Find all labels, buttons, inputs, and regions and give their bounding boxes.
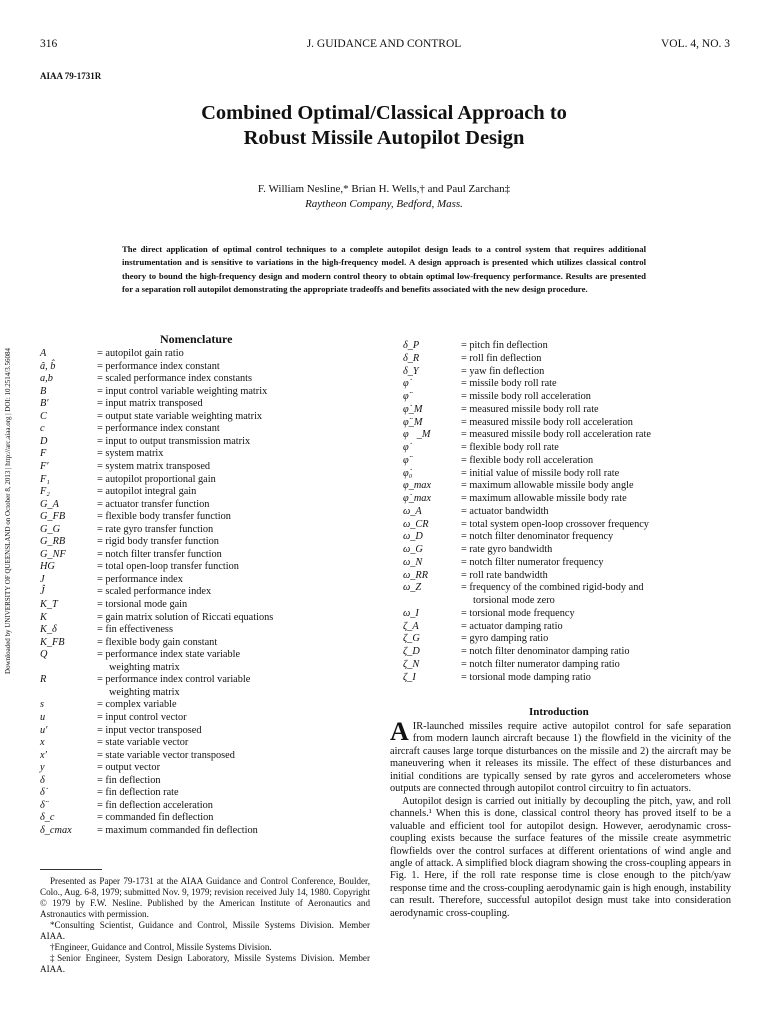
nomenclature-definition: = scaled performance index xyxy=(97,586,212,598)
nomenclature-symbol: G_NF xyxy=(40,548,66,560)
nomenclature-definition: = output vector xyxy=(97,762,160,774)
nomenclature-definition: = input control vector xyxy=(97,711,187,723)
nomenclature-definition: = fin deflection rate xyxy=(97,787,179,799)
nomenclature-symbol: δ_c xyxy=(40,812,55,824)
nomenclature-symbol: Ĵ xyxy=(40,586,45,598)
nomenclature-definition: = frequency of the combined rigid-body and xyxy=(461,582,644,594)
nomenclature-symbol: u xyxy=(40,711,46,723)
footnote: Presented as Paper 79-1731 at the AIAA Guidance and Control Conference, Boulder, Colo., Aug. 6-8, 1979; submitted Nov. 9, 1979; revision received July 14, 1980. Copyright © 1979 by F.W. Nesline. Published by the American Institute of Aeronautics and Astronautics with permission. xyxy=(40,876,370,919)
nomenclature-definition: = input matrix transposed xyxy=(97,398,203,410)
nomenclature-definition: = flexible body transfer function xyxy=(97,511,231,523)
nomenclature-definition: = performance index constant xyxy=(97,423,220,435)
nomenclature-symbol: x xyxy=(40,737,45,749)
nomenclature-symbol: G_G xyxy=(40,523,61,535)
nomenclature-symbol: ζ_D xyxy=(403,646,420,657)
nomenclature-symbol: D xyxy=(40,435,48,447)
nomenclature-definition: = system matrix xyxy=(97,448,164,460)
paper-id: AIAA 79-1731R xyxy=(40,71,102,81)
nomenclature-definition: = measured missile body roll acceleration xyxy=(461,416,633,428)
nomenclature-symbol: φ_max xyxy=(403,480,431,492)
nomenclature-definition: = rate gyro transfer function xyxy=(97,523,214,535)
nomenclature-definition: = complex variable xyxy=(97,699,177,711)
footnotes xyxy=(40,876,370,975)
nomenclature-title: Nomenclature xyxy=(160,332,233,346)
nomenclature-definition: = notch filter numerator frequency xyxy=(461,556,604,568)
nomenclature-definition: = total system open-loop crossover frequency xyxy=(461,518,649,530)
nomenclature-definition: = rigid body transfer function xyxy=(97,536,219,548)
nomenclature-symbol: K_FB xyxy=(40,636,65,648)
nomenclature-symbol: F₂ xyxy=(40,486,50,498)
nomenclature-symbol: G_A xyxy=(40,498,59,510)
nomenclature-symbol: K_δ xyxy=(40,624,57,636)
nomenclature-symbol: a,b xyxy=(40,373,53,385)
download-note: Downloaded by UNIVERSITY OF QUEENSLAND on October 8, 2013 | http://arc.aiaa.org | DOI: 10.2514/3.56084 xyxy=(4,348,12,674)
drop-cap: A xyxy=(390,717,409,746)
nomenclature-symbol: Q xyxy=(40,649,48,661)
nomenclature-definition: = torsional mode damping ratio xyxy=(461,671,591,683)
nomenclature-symbol: ζ_G xyxy=(403,633,420,645)
nomenclature-symbol: φ̈ xyxy=(403,454,409,466)
nomenclature-symbol: y xyxy=(40,762,45,774)
nomenclature-definition: = maximum allowable missile body rate xyxy=(461,493,627,504)
nomenclature-symbol: φ⃛_M xyxy=(403,429,431,441)
nomenclature-definition: = actuator damping ratio xyxy=(461,620,563,632)
nomenclature-definition: = fin effectiveness xyxy=(97,624,173,636)
nomenclature-symbol: φ̈ xyxy=(403,391,409,402)
nomenclature-entry-continued: weighting matrix xyxy=(109,686,180,698)
nomenclature-definition: = pitch fin deflection xyxy=(461,340,548,351)
page-number: 316 xyxy=(40,38,58,50)
nomenclature-definition: = performance index constant xyxy=(97,360,220,372)
nomenclature-definition: = missile body roll acceleration xyxy=(461,391,591,402)
affiliation: Raytheon Company, Bedford, Mass. xyxy=(305,198,463,210)
author-block xyxy=(0,182,768,212)
nomenclature-definition: = performance index state variable xyxy=(97,649,241,661)
nomenclature-definition: = torsional mode frequency xyxy=(461,607,575,619)
intro-paragraph-1 xyxy=(390,717,731,796)
nomenclature-definition: = flexible body roll acceleration xyxy=(461,454,594,466)
nomenclature-definition: = notch filter denominator frequency xyxy=(461,531,614,543)
nomenclature-definition: = maximum commanded fin deflection xyxy=(97,824,258,836)
nomenclature-definition: = scaled performance index constants xyxy=(97,373,253,385)
nomenclature-symbol: G_RB xyxy=(40,536,66,548)
nomenclature-symbol: F xyxy=(40,448,47,460)
nomenclature-symbol: u′ xyxy=(40,724,48,736)
nomenclature-definition: = total open-loop transfer function xyxy=(97,561,239,573)
nomenclature-symbol: δ_cmax xyxy=(40,824,72,836)
nomenclature-definition: = measured missile body roll rate xyxy=(461,403,599,415)
nomenclature-symbol: ω_RR xyxy=(403,569,428,581)
nomenclature-symbol: F₁ xyxy=(40,473,50,485)
nomenclature-definition: = performance index control variable xyxy=(97,674,251,686)
nomenclature-definition: = flexible body gain constant xyxy=(97,636,218,648)
nomenclature-definition: = measured missile body roll acceleration rate xyxy=(461,429,651,441)
nomenclature-definition: = performance index xyxy=(97,573,183,585)
nomenclature-definition: = notch filter numerator damping ratio xyxy=(461,658,620,670)
nomenclature-definition: = autopilot proportional gain xyxy=(97,473,216,485)
authors: F. William Nesline,* Brian H. Wells,† and Paul Zarchan‡ xyxy=(257,183,511,195)
footnote: †Engineer, Guidance and Control, Missile Systems Division. xyxy=(50,942,272,952)
nomenclature-symbol: ζ_A xyxy=(403,620,419,632)
nomenclature-symbol: C xyxy=(40,410,47,422)
nomenclature-definition: = torsional mode gain xyxy=(97,599,188,610)
nomenclature-definition: = fin deflection acceleration xyxy=(97,799,213,811)
nomenclature-symbol: ω_A xyxy=(403,505,422,517)
nomenclature-symbol: φ̇_max xyxy=(403,493,431,504)
nomenclature-symbol: x′ xyxy=(40,749,47,761)
nomenclature-symbol: â, b̂ xyxy=(40,360,56,372)
nomenclature-definition: = gyro damping ratio xyxy=(461,633,549,645)
nomenclature-symbol: B xyxy=(40,385,47,397)
footnote: ‡Senior Engineer, System Design Laboratory, Missile Systems Division. Member AIAA. xyxy=(40,953,370,974)
nomenclature-definition: = input control variable weighting matrix xyxy=(97,385,268,397)
paper-title xyxy=(0,101,768,151)
nomenclature-definition: = state variable vector xyxy=(97,737,189,749)
nomenclature-definition: = yaw fin deflection xyxy=(461,365,545,377)
nomenclature-definition: = fin deflection xyxy=(97,774,161,786)
nomenclature-definition: = state variable vector transposed xyxy=(97,749,235,761)
nomenclature-symbol: A xyxy=(40,348,47,359)
nomenclature-entry-continued: weighting matrix xyxy=(109,661,180,673)
download-watermark xyxy=(1,302,15,720)
nomenclature-symbol: ζ_I xyxy=(403,671,416,683)
title-line-1: Combined Optimal/Classical Approach to xyxy=(201,102,567,124)
nomenclature-definition: = input vector transposed xyxy=(97,724,202,736)
nomenclature-symbol: ζ_N xyxy=(403,658,420,670)
nomenclature-definition: = input to output transmission matrix xyxy=(97,435,251,447)
nomenclature-symbol: φ̇₀ xyxy=(403,467,413,479)
footnote: *Consulting Scientist, Guidance and Control, Missile Systems Division. Member AIAA. xyxy=(40,920,370,941)
nomenclature-symbol: ω_G xyxy=(403,544,423,555)
nomenclature-definition: = missile body roll rate xyxy=(461,378,557,390)
nomenclature-symbol: δ_R xyxy=(403,352,420,364)
nomenclature-definition: = actuator bandwidth xyxy=(461,505,549,517)
nomenclature-symbol: δ̇ xyxy=(40,787,45,799)
nomenclature-symbol: δ_P xyxy=(403,340,420,351)
footnote-rule xyxy=(40,869,102,870)
nomenclature-symbol: ω_I xyxy=(403,607,419,619)
nomenclature-entry-continued: torsional mode zero xyxy=(473,595,555,606)
nomenclature-definition: = notch filter transfer function xyxy=(97,548,222,560)
nomenclature-symbol: K_T xyxy=(40,599,58,610)
nomenclature-symbol: φ̇ xyxy=(403,378,409,390)
nomenclature-definition: = roll rate bandwidth xyxy=(461,569,548,581)
nomenclature-symbol: δ_Y xyxy=(403,365,419,377)
introduction-heading: Introduction xyxy=(529,706,589,718)
nomenclature-definition: = notch filter denominator damping ratio xyxy=(461,646,630,657)
journal-name: J. GUIDANCE AND CONTROL xyxy=(306,38,462,50)
nomenclature-definition: = roll fin deflection xyxy=(461,352,542,364)
nomenclature-definition: = commanded fin deflection xyxy=(97,812,214,824)
nomenclature-symbol: R xyxy=(40,674,47,686)
nomenclature-definition: = system matrix transposed xyxy=(97,460,211,472)
intro-paragraph-1-text: IR-launched missiles require active autopilot control for safe separation from modern launch aircraft because 1) the flowfield in the vicinity of the aircraft causes large torque disturbances on the missile and 2) the aircraft may be maneuvering when it releases its missile. The effect of these disturbances and initial conditions are typically sensed by rate gyros and accelerometers whose outputs are connected through autopilot control circuitry to fin actuators. xyxy=(390,721,731,795)
nomenclature-symbol: G_FB xyxy=(40,511,66,523)
nomenclature-symbol: δ xyxy=(40,774,45,786)
nomenclature-symbol: HG xyxy=(40,561,55,573)
nomenclature-symbol: J xyxy=(40,573,45,585)
nomenclature-definition: = initial value of missile body roll rate xyxy=(461,467,620,479)
nomenclature-symbol: δ̈ xyxy=(40,799,45,811)
nomenclature-symbol: φ̈_M xyxy=(403,416,423,428)
nomenclature-symbol: ω_CR xyxy=(403,518,429,530)
nomenclature-symbol: F′ xyxy=(40,460,49,472)
nomenclature-symbol: s xyxy=(40,699,45,711)
nomenclature-definition: = actuator transfer function xyxy=(97,498,210,510)
nomenclature-symbol: c xyxy=(40,423,45,435)
title-line-2: Robust Missile Autopilot Design xyxy=(243,127,525,149)
nomenclature-symbol: φ̇ xyxy=(403,442,409,453)
nomenclature-symbol: K xyxy=(40,611,47,623)
abstract: The direct application of optimal control techniques to a complete autopilot design leads to a control system that requires additional instrumentation and is sensitive to variations in the high-frequency model. A design approach is presented which utilizes classical control theory to bound the high-frequency design and modern control theory to obtain optimal low-frequency performance. Results are presented for a separation roll autopilot demonstrating the appropriate tradeoffs and benefits associated with the new design procedure. xyxy=(122,244,646,294)
nomenclature-definition: = autopilot integral gain xyxy=(97,486,197,498)
nomenclature-symbol: ω_D xyxy=(403,531,423,543)
nomenclature-definition: = flexible body roll rate xyxy=(461,442,559,453)
nomenclature-definition: = gain matrix solution of Riccati equations xyxy=(97,611,274,623)
nomenclature-definition: = maximum allowable missile body angle xyxy=(461,480,634,492)
nomenclature-definition: = output state variable weighting matrix xyxy=(97,410,263,422)
nomenclature-definition: = autopilot gain ratio xyxy=(97,348,184,359)
nomenclature-right-column xyxy=(403,340,753,700)
nomenclature-symbol: φ̇_M xyxy=(403,403,423,415)
introduction-body xyxy=(390,717,731,920)
nomenclature-left-column xyxy=(40,348,385,848)
nomenclature-symbol: ω_Z xyxy=(403,582,422,594)
nomenclature-definition: = rate gyro bandwidth xyxy=(461,544,553,555)
intro-paragraph-2: Autopilot design is carried out initially by decoupling the pitch, yaw, and roll channels.¹ When this is done, classical control theory has proved itself to be a valuable and efficient tool for autopilot design. However, aerodynamic cross-coupling exists because the surface features of the missile create asymmetric flowfields over the control surfaces at different orientations of wind angle and angle of attack. A simplified block diagram showing the cross-coupling appears in Fig. 1. Here, if the roll rate response time is close enough to the pitch/yaw response time and the cross-coupling aerodynamic gain is high enough, instability can result. Therefore, successful autopilot design must take into consideration aerodynamic cross-coupling. xyxy=(390,795,731,919)
nomenclature-symbol: ω_N xyxy=(403,556,423,568)
volume-issue: VOL. 4, NO. 3 xyxy=(661,38,730,50)
nomenclature-symbol: B′ xyxy=(40,398,49,410)
